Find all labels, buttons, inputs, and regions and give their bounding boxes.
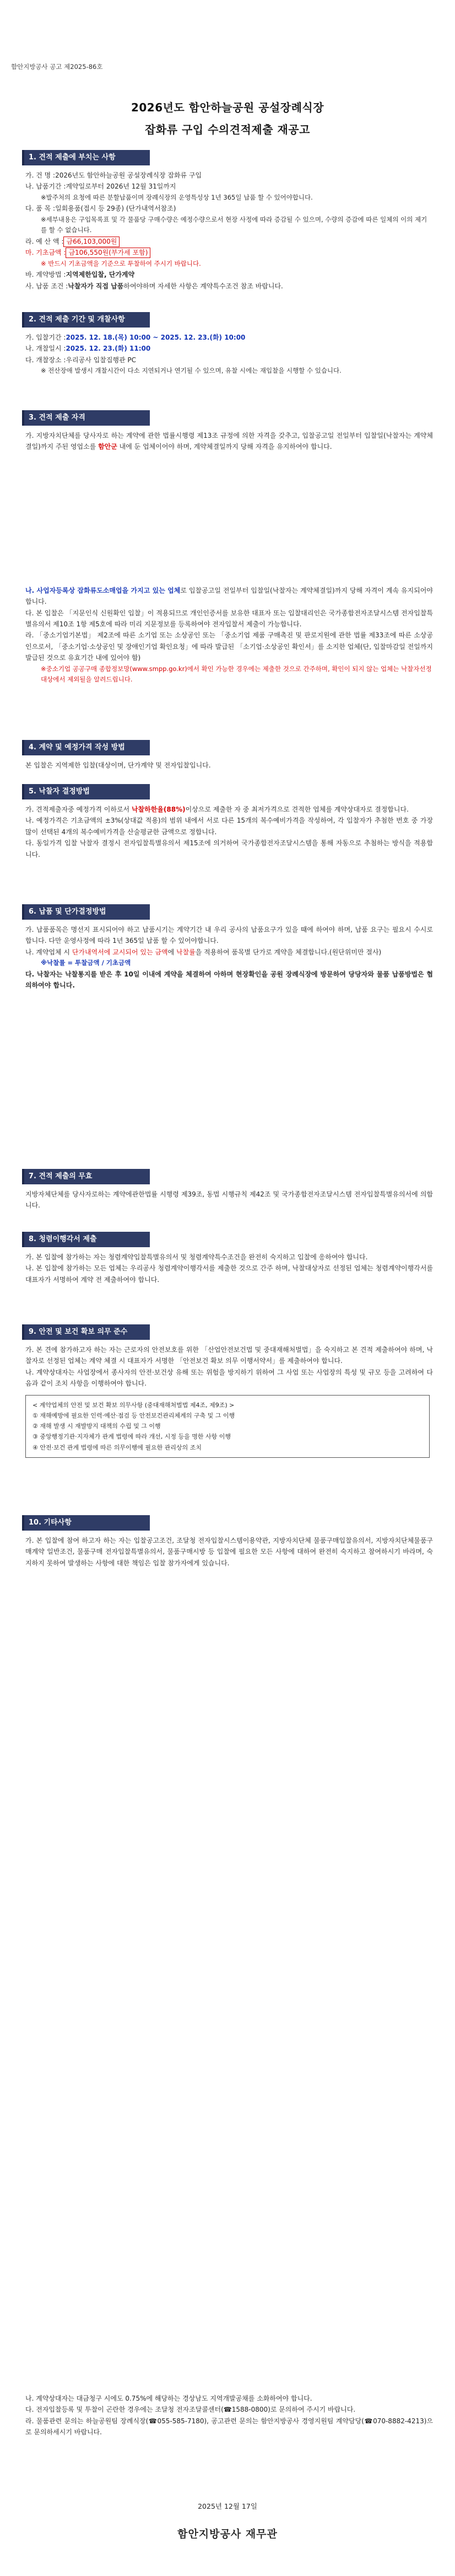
s1-item-ra: 라. 예 산 액 : 금66,103,000원 xyxy=(22,236,433,247)
s1-item-ga: 가. 건 명 : 2026년도 함안하늘공원 공설장례식장 잡화류 구입 xyxy=(25,171,202,180)
section-5 xyxy=(22,784,433,860)
s2-item-na: 나. 개찰일시 : 2025. 12. 23.(화) 11:00 xyxy=(25,345,151,353)
section-2 xyxy=(22,312,433,377)
s6-item-da: 다. 낙찰자는 낙찰통지를 받은 후 10일 이내에 계약을 체결하여 아하며 현장확인을 공원 장례식장에 방문하여 당당자와 물품 납품방법은 협의하여야 합니다. xyxy=(25,970,433,990)
issuing-organization: 함안지방공사 재무관 xyxy=(177,2528,278,2540)
notice-date: 2025년 12월 17일 xyxy=(198,2502,257,2510)
s6-note: ※낙찰률 = 투찰금액 / 기초금액 xyxy=(41,959,131,967)
section-9 xyxy=(22,1324,433,1458)
s5-item-na: 나. 예정가격은 기초금액의 ±3%(상대값 적용)의 범위 내에서 서로 다른 15개의 복수예비가격을 작성하여, 각 입찰자가 추첨한 번호 중 가장 많이 선택된 4개의 복수예비가격을 산술평균한 금액으로 정합니다. xyxy=(25,817,433,836)
section-3-heading: 3. 견적 제출 자격 xyxy=(22,410,150,426)
page-title-line2: 잡화류 구입 수의견적제출 재공고 xyxy=(145,123,310,136)
s1-ma-note: ※ 반드시 기초금액을 기준으로 투찰하여 주시기 바랍니다. xyxy=(41,259,201,267)
section-10 xyxy=(22,1515,433,1569)
section-10-continued xyxy=(22,2393,433,2438)
section-1 xyxy=(22,150,433,292)
s2-item-da: 다. 개찰장소 : 우리공사 입찰집행관 PC xyxy=(25,356,137,364)
safety-box-item: ③ 중앙행정기관·지자체가 관계 법령에 따라 개선, 시정 등을 명한 사항 이행 xyxy=(32,1433,231,1441)
s2-note: ※ 전산장애 발생시 개찰시간이 다소 지연되거나 연기될 수 있으며, 유찰 시에는 재입찰을 시행할 수 있습니다. xyxy=(41,367,342,375)
s3-ra-note: ※중소기업 공공구매 종합정보망(www.smpp.go.kr)에서 확인 가능한 경우에는 제출한 것으로 간주하며, 확인이 되지 않는 업체는 낙찰자선정 대상에서 제외될을 알려드립니다. xyxy=(41,664,432,684)
s1-na-note: ※발주처의 요청에 따른 분할납품이며 장례식장의 운영특성상 1년 365일 납품 할 수 있어야합니다. xyxy=(41,193,313,201)
s4-text: 본 입찰은 지역제한 입찰(대상이며, 단가계약 및 전자입찰입니다. xyxy=(25,761,211,770)
section-8-heading: 8. 청렴이행각서 제출 xyxy=(22,1232,150,1247)
s1-item-ma: 마. 기초금액 : 금106,550원(부가세 포함) xyxy=(22,247,433,258)
section-7 xyxy=(22,1169,433,1211)
safety-box-item: ④ 안전·보건 관계 법령에 따른 의무이행에 필요한 관리상의 조치 xyxy=(32,1443,202,1451)
s3-item-da: 다. 본 입찰은 「지문인식 신원확인 입찰」이 적용되므로 개인인증서를 보유한 대표자 또는 입찰대리인은 국가종합전자조달시스템 전자입찰특별유의서 제10조 1항 제5호에 따라 미리 지문정보를 등록하여야 전자입찰서 제출이 가능합니다. xyxy=(25,609,433,629)
s5-item-da: 다. 동일가격 입찰 낙찰자 결정시 전자입찰특별유의서 제15조에 의거하여 국가종합전자조달시스템을 통해 자동으로 추첨하는 방식을 적용합니다. xyxy=(25,839,433,858)
section-8 xyxy=(22,1232,433,1285)
s5-item-ga: 가. 견적제출자중 예정가격 이하로서 낙찰하한율(88%)이상으로 제출한 자 중 최저가격으로 견적한 업체를 계약상대자로 결정합니다. xyxy=(25,806,409,814)
section-1-heading: 1. 견적 제출에 부치는 사항 xyxy=(22,150,150,165)
section-6-heading: 6. 납품 및 단가결정방법 xyxy=(22,904,150,920)
s10-item-ra: 라. 물품관련 문의는 하늘공원팀 장례식장(☎055-585-7180), 공고관련 문의는 함안지방공사 경영지원팀 계약담당(☎070-8882-4213)으로 문의하세시기 바랍니다. xyxy=(25,2417,433,2437)
s1-item-na: 나. 납품기간 : 계약일로부터 2026년 12월 31일까지 xyxy=(25,183,176,191)
safety-box-item: ① 재해예방에 필요한 인력·예산·점검 등 안전보건관리체계의 구축 및 그 이행 xyxy=(32,1412,235,1419)
base-price: 금106,550원(부가세 포함) xyxy=(66,248,150,258)
section-10-heading: 10. 기타사항 xyxy=(22,1515,150,1531)
section-9-heading: 9. 안전 및 보건 확보 의무 준수 xyxy=(22,1324,150,1340)
notice-number: 함안지방공사 공고 제2025-86호 xyxy=(11,63,103,71)
s10-item-ga: 가. 본 입찰에 참여 하고자 하는 자는 입찰공고조건, 조달청 전자입찰시스템이용약관, 지방자치단체 물품구매입찰유의서, 지방자치단체물품구매계약 일반조건, 물품구매 전자입찰특별유의서, 물품구매시방 등 입찰에 필요한 모든 사항에 대하여 완전히 숙지하고 참여하시기 바라며, 숙지하지 못하여 발생하는 사항에 대한 책임은 입찰 참가자에게 있습니다. xyxy=(25,1537,433,1567)
s6-item-ga: 가. 납품품목은 명선지 표시되어야 하고 납품시기는 계약기간 내 우리 공사의 납품요구가 있을 때에 하여야 하며, 납품 요구는 필요시 수시로 합니다. 다만 운영사정에 따라 1년 365일 납품 할 수 있어야합니다. xyxy=(25,926,433,945)
section-2-heading: 2. 견적 제출 기간 및 개찰사항 xyxy=(22,312,150,328)
section-5-heading: 5. 낙찰자 결정방법 xyxy=(22,784,150,799)
s9-item-ga: 가. 본 견에 참가하고자 하는 자는 근로자의 안전보호를 위한 「산업안전보건법 및 중대재해처벌법」을 숙지하고 본 견적 제출하여야 하며, 낙찰자로 선정된 업체는 계약 체결 시 대표자가 서명한 「안전보건 확보 의무 이행서약서」를 제출하여야 합니다. xyxy=(25,1346,433,1365)
s1-da-note: ※세부내용은 구입목록표 및 각 물품당 구매수량은 예정수량으로서 현장 사정에 따라 증감될 수 있으며, 수량의 증감에 따른 일체의 이의 제기를 할 수 없습니다. xyxy=(41,215,427,234)
s7-text: 지방자체단체를 당사자로하는 계약에관한법률 시행령 제39조, 동법 시행규칙 제42조 및 국가종합전자조달시스템 전자입찰특별유의서에 의합니다. xyxy=(25,1190,433,1210)
section-3 xyxy=(22,410,433,685)
s3-item-ra: 라. 「중소기업기본법」 제2조에 따른 소기업 또는 소상공인 또는 「중소기업 제품 구매촉진 및 판로지원에 관한 법률 제33조에 따른 소상공인으로서, 「중소기업·소상공인 및 장애인기업 확인요청」에 따라 발급된 「소기업·소상공인 확인서」를 소지한 업체(단, 입찰마감일 전일까지 발급된 것으로 유효기간 내에 있어야 함) xyxy=(25,631,433,662)
s8-item-ga: 가. 본 입찰에 참가하는 자는 청렴계약입찰특별유의서 및 청렴계약특수조건을 완전히 숙지하고 입찰에 응하여야 합니다. xyxy=(25,1253,368,1262)
s10-item-na: 나. 계약상대자는 대금청구 시에도 0.75%에 해당하는 경상남도 지역개발공채를 소화하여야 합니다. xyxy=(25,2395,312,2402)
section-4-heading: 4. 계약 및 예정가격 작성 방법 xyxy=(22,740,150,755)
s10-item-da: 다. 전자입찰등록 및 투찰이 곤란한 경우에는 조달청 전자조달콜센터(☎1588-0800)로 문의하여 주시기 바랍니다. xyxy=(25,2406,356,2414)
title-block xyxy=(0,98,455,139)
s6-item-na: 나. 계약업체 시 단가내역서에 교시되어 있는 금액에 낙찰률을 적용하여 품목별 단가로 계약을 체결합니다.(원단위미만 절사) xyxy=(25,948,382,956)
s1-item-sa: 사. 납품 조건 : 낙찰자가 직접 납품하여야하며 자세한 사항은 계약특수조건 참조 바랍니다. xyxy=(25,282,283,290)
safety-box-item: ② 재해 발생 시 재발방지 대책의 수립 및 그 이행 xyxy=(32,1423,161,1430)
s2-item-ga: 가. 입찰기간 : 2025. 12. 18.(목) 10:00 ~ 2025. 12. 23.(화) 10:00 xyxy=(25,334,246,342)
section-7-heading: 7. 견적 제출의 무효 xyxy=(22,1169,150,1184)
safety-duties-box xyxy=(25,1395,430,1458)
s3-item-na: 나. 사업자등록상 잡화류도소매업을 가지고 있는 업체로 입찰공고일 전일부터 입찰일(낙찰자는 계약체결일)까지 당해 자격이 계속 유지되어야합니다. xyxy=(25,586,433,606)
budget-amount: 금66,103,000원 xyxy=(63,237,120,247)
s3-item-ga: 가. 지방자치단체를 당사자로 하는 계약에 관한 법률시행령 제13조 규정에 의한 자격을 갖추고, 입찰공고일 전일부터 입찰일(낙찰자는 계약체결일)까지 주된 영업소를 함안군 내에 둔 업체이어야 하며, 계약체결일까지 당해 자격을 유지하여야 합니다. xyxy=(25,432,433,451)
safety-box-title: < 계약업체의 안전 및 보건 확보 의무사항 (중대재해처벌법 제4조, 제9조) > xyxy=(32,1401,235,1409)
s9-item-na: 나. 계약상대자는 사업장에서 종사자의 안전·보건상 유해 또는 위험을 방지하기 위하여 그 사업 또는 사업장의 특성 및 규모 등을 고려하여 다음과 같이 조치 사항을 이행하여야 합니다. xyxy=(25,1368,433,1388)
page-title-line1: 2026년도 함안하늘공원 공설장례식장 xyxy=(131,101,324,114)
s3-spacer xyxy=(22,453,433,585)
section-4 xyxy=(22,740,433,771)
s8-item-na: 나. 본 입찰에 참가하는 모든 업체는 우리공사 청렴계약이행각서를 제출한 것으로 간주 하며, 낙찰대상자로 선정된 업체는 청렴계약이행각서를 대표자가 서명하여 계약 전 제출하여야 합니다. xyxy=(25,1264,433,1284)
section-6 xyxy=(22,904,433,991)
s1-item-da: 다. 품 목 : 일회용품(접시 등 29종) (단가내역서참조) xyxy=(25,205,176,213)
s1-item-ba: 바. 계약방법 : 지역제한입찰, 단가계약 xyxy=(25,271,135,279)
